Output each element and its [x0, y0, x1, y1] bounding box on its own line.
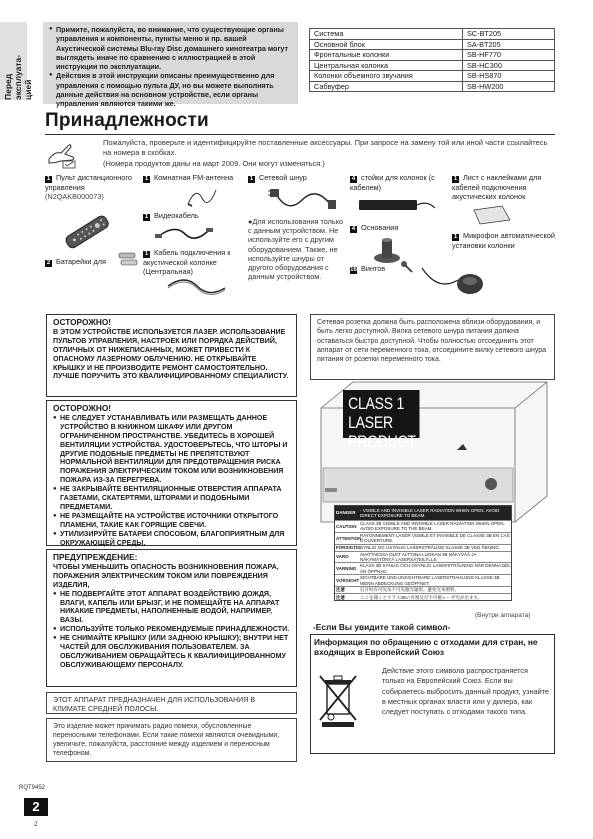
socket-note: Сетевая розетка должна быть расположена вблизи оборудования, и быть легко доступной. Вилка сетевого шнура питания должна оставаться быстро доступной. Чтобы полностью отсоединить этот аппарат от сети переменного тока, отсоедините вилку сетевого шнура питания от розетки переменного тока.: [310, 314, 555, 380]
label-row: [335, 533, 511, 545]
waste-text: Действие этого символа распространяется только на Европейский Союз. Если вы собираетесь выбросить данный продукт, узнайте в местных органах власти или у дилера, как следует поступать с отходами такого типа.: [382, 666, 549, 717]
system-name: Основной блок: [310, 39, 463, 50]
accessory-label: Кабель подключения к акустической колонке (Центральная): [143, 248, 231, 277]
system-model: SB-HC300: [463, 60, 555, 71]
table-row: [310, 81, 555, 92]
system-name: Система: [310, 29, 463, 40]
table-row: [310, 29, 555, 40]
accessory-label: Пульт дистанционного управления: [45, 173, 132, 192]
label-value: RAYONNEMENT LASER VISIBLE ET INVISIBLE DE CLASSE 3B EN CAS D'OUVERTURE.: [360, 532, 510, 544]
label-key: FORSIGTIG: [336, 544, 361, 550]
table-row: [310, 39, 555, 50]
caution-text: В ЭТОМ УСТРОЙСТВЕ ИСПОЛЬЗУЕТСЯ ЛАЗЕР. ИСПОЛЬЗОВАНИЕ ПУЛЬТОВ УПРАВЛЕНИЯ, НАСТРОЕК ИЛИ ПОРЯДКА ДЕЙСТВИЙ, ОТЛИЧНЫХ ОТ НИЖЕПИСАННЫХ, МОЖЕТ ПРИВЕСТИ К ОПАСНОМУ ЛАЗЕРНОМУ ОБЛУЧЕНИЮ. НЕ ОТКРЫВАЙТЕ КРЫШКУ И НЕ ПРОИЗВОДИТЕ РЕМОНТ САМОСТОЯТЕЛЬНО. ЛУЧШЕ ПОРУЧИТЬ ЭТО КВАЛИФИЦИРОВАННОМУ СПЕЦИАЛИСТУ.: [53, 327, 289, 381]
fm-antenna-image: [186, 184, 218, 208]
quantity-badge: 2: [46, 260, 51, 266]
accessory-label: Основания: [361, 223, 399, 232]
system-name: Сабвуфер: [310, 81, 463, 92]
title-divider: [45, 134, 555, 135]
caution-item: ● НЕ ЗАКРЫВАЙТЕ ВЕНТИЛЯЦИОННЫЕ ОТВЕРСТИЯ АППАРАТА ГАЗЕТАМИ, СКАТЕРТЯМИ, ШТОРАМИ И ПОДОБНЫМИ ПРЕДМЕТАМИ.: [53, 485, 290, 512]
accessory-speaker-stands: [350, 173, 448, 192]
system-model: SB-HW200: [463, 81, 555, 92]
accessory-label: Батарейки для: [56, 257, 106, 266]
label-key: ATTENTION: [336, 535, 362, 541]
warning-title: ПРЕДУПРЕЖДЕНИЕ:: [53, 552, 138, 562]
label-key: VARO: [336, 554, 349, 560]
warning-item: ● ИСПОЛЬЗУЙТЕ ТОЛЬКО РЕКОМЕНДУЕМЫЕ ПРИНАДЛЕЖНОСТИ.: [53, 625, 290, 634]
waste-title: Информация по обращению с отходами для стран, не входящих в Европейский Союз: [314, 637, 538, 657]
table-row: [310, 71, 555, 82]
accessory-video-cable: [143, 211, 199, 221]
accessory-label: Винтов: [361, 264, 386, 273]
label-row: [335, 521, 511, 533]
label-value: CLASS 3B VISIBLE AND INVISIBLE LASER RADIATION WHEN OPEN. AVOID EXPOSURE TO THE BEAM.: [360, 521, 505, 532]
section-tab: [0, 22, 33, 100]
power-cord-image: [268, 184, 338, 216]
label-row: [335, 552, 511, 564]
accessory-label: стойки для колонок (с кабелем): [350, 173, 435, 192]
remote-control-image: [60, 214, 112, 250]
table-row: [310, 50, 555, 61]
label-row: [335, 594, 511, 601]
label-value: 打开时有可见及不可见激光辐射。避免光束照射。: [360, 587, 459, 593]
microphone-image: [418, 262, 486, 298]
intro-text: Пожалуйста, проверьте и идентифицируйте поставленные аксессуары. При запросе на замену той или иной части ссылайтесь на номера в скобках.: [103, 138, 548, 158]
notice-item: ● Примите, пожалуйста, во внимание, что существующие органы управления и компоненты, пункты меню и пр. вашей Акустической системы Blu-ray Disc домашнего кинотеатра могут выглядеть иначе по сравнению с иллюстрацией в этой инструкции по эксплуатации.: [49, 25, 292, 71]
table-row: [310, 60, 555, 71]
system-model: SB-HF770: [463, 50, 555, 61]
laser-class-line2: LASER PRODUCT: [348, 414, 416, 451]
label-key: VORSICHT: [336, 577, 360, 583]
system-model: SB-HS870: [463, 71, 555, 82]
quantity-badge: 1: [144, 214, 149, 220]
laser-class-label: [343, 390, 420, 451]
systems-table: [309, 28, 555, 92]
device-caption: (Внутри аппарата): [475, 612, 531, 619]
quantity-badge: 4: [351, 226, 356, 232]
interference-note: Это изделие может принимать радио помехи, обусловленные переносными телефонами. Если такие помехи являются очевидными, увеличьте, пожалуйста, расстояние между изделием и переносным телефоном.: [46, 718, 297, 762]
accessory-label: Лист с наклейками для кабелей подключения акустических колонок: [452, 173, 542, 202]
caution-title: ОСТОРОЖНО!: [53, 403, 112, 413]
label-row: [335, 587, 511, 594]
system-name: Колонки объемного звучания: [310, 71, 463, 82]
sticker-sheet-image: [472, 204, 512, 226]
notice-item: ● Действия в этой инструкции описаны преимущественно для управления с помощью пульта ДУ, но вы можете выполнять данные действия на основном устройстве, если органы управления являются такими же.: [49, 71, 292, 108]
intro-note: (Номера продуктов даны на март 2009. Они могут изменяться.): [103, 158, 325, 168]
label-row: [335, 563, 511, 575]
quantity-badge: 4: [351, 176, 356, 182]
accessory-speaker-cable: [143, 248, 245, 276]
caution-laser-box: [46, 314, 297, 397]
warning-text: ЧТОБЫ УМЕНЬШИТЬ ОПАСНОСТЬ ВОЗНИКНОВЕНИЯ ПОЖАРА, ПОРАЖЕНИЯ ЭЛЕКТРИЧЕСКИМ ТОКОМ ИЛИ ПОВРЕЖДЕНИЯ ИЗДЕЛИЯ,: [53, 562, 279, 589]
label-row: [335, 506, 511, 521]
caution-title: ОСТОРОЖНО!: [53, 317, 112, 327]
accessory-sticker-sheet: [452, 173, 556, 201]
laser-class-line1: CLASS 1: [348, 395, 405, 413]
label-key: CAUTION: [336, 523, 357, 529]
system-model: SC-BT205: [463, 29, 555, 40]
laser-warning-label: [334, 505, 512, 601]
quantity-badge: 1: [453, 234, 458, 240]
label-value: AVATTAESSA OLET ALTTIINA LUOKAN 3B NÄKYVÄÄ JA NÄKYMÄTÖNTÄ LASERSÄTEILYLLE.: [360, 551, 477, 563]
accessory-label: Комнатная FM-антенна: [154, 173, 234, 182]
speaker-stand-image: [357, 196, 437, 216]
quantity-badge: 1: [249, 176, 254, 182]
screw-image: [400, 260, 414, 274]
document-code: RQT9452: [19, 785, 46, 791]
video-cable-image: [155, 222, 213, 244]
quantity-badge: 16: [350, 267, 357, 273]
power-cord-note: [248, 217, 346, 281]
label-key: 注意: [336, 587, 345, 593]
cord-note-text: Для использования только с данным устройством. Не используйте его с другим оборудованием. Также, не используйте шнуры от другого оборудования с данным устройством.: [248, 217, 344, 282]
label-key: VARNING: [336, 566, 357, 572]
warning-item: ● НЕ ПОДВЕРГАЙТЕ ЭТОТ АППАРАТ ВОЗДЕЙСТВИЮ ДОЖДЯ, ВЛАГИ, КАПЕЛЬ ИЛИ БРЫЗГ, И НЕ ПОМЕЩАЙТЕ НА АППАРАТ НИКАКИЕ ПРЕДМЕТЫ, НАПОЛНЕННЫЕ ВОДОЙ, НАПРИМЕР, ВАЗЫ.: [53, 590, 290, 626]
crossed-bin-icon: [316, 670, 361, 728]
accessory-batteries: [45, 257, 106, 267]
system-model: SA-BT205: [463, 39, 555, 50]
page-number-small: 2: [34, 821, 38, 828]
notice-box: [43, 22, 298, 109]
speaker-base-image: [372, 234, 402, 266]
label-value: KLASS 3B SYNLIG OCH OSYNLIG LASERSTRÅLNING NÄR DENNA DEL ÄR ÖPPNAD.: [360, 563, 511, 574]
accessory-remote: [45, 173, 135, 201]
label-value: SICHTBARE UND UNSICHTBARE LASERSTRAHLUNG KLASSE 3B WENN ABDECKUNG GEÖFFNET.: [360, 575, 500, 586]
quantity-badge: 1: [46, 176, 51, 182]
speaker-cable-image: [165, 276, 227, 298]
caution-item: ● НЕ РАЗМЕЩАЙТЕ НА УСТРОЙСТВЕ ИСТОЧНИКИ ОТКРЫТОГО ПЛАМЕНИ, ТАКИЕ КАК ГОРЯЩИЕ СВЕЧИ.: [53, 512, 290, 530]
accessory-fm-antenna: [143, 173, 233, 183]
accessory-bases: [350, 223, 398, 233]
caution-item: ● НЕ СЛЕДУЕТ УСТАНАВЛИВАТЬ ИЛИ РАЗМЕЩАТЬ ДАННОЕ УСТРОЙСТВО В КНИЖНОМ ШКАФУ ИЛИ ДРУГОМ ОГРАНИЧЕННОМ ПРОСТРАНСТВЕ. УБЕДИТЕСЬ В ХОРОШЕЙ ВЕНТИЛЯЦИИ УСТРОЙСТВА. УДОСТОВЕРЬТЕСЬ, ЧТО ШТОРЫ И ДРУГИЕ ПОДОБНЫЕ ПРЕДМЕТЫ НЕ ПРЕПЯТСТВУЮТ НОРМАЛЬНОЙ ВЕНТИЛЯЦИИ ДЛЯ ПРЕДОТВРАЩЕНИЯ РИСКА ПОРАЖЕНИЯ ЭЛЕКТРИЧЕСКИМ ТОКОМ ИЛИ ВОЗНИКНОВЕНИЯ ПОЖАРА ИЗ-ЗА ПЕРЕГРЕВА.: [53, 414, 290, 485]
label-value: - VISIBLE AND INVISIBLE LASER RADIATION WHEN OPEN. AVOID DIRECT EXPOSURE TO BEAM.: [360, 507, 500, 518]
label-key: DANGER: [336, 510, 356, 516]
accessory-label: Видеокабель: [154, 211, 199, 220]
warning-box: [46, 549, 297, 687]
accessories-intro: [103, 138, 553, 169]
page-title: Принадлежности: [45, 110, 209, 131]
quantity-badge: 1: [453, 176, 458, 182]
bullet-icon: ●: [248, 217, 253, 226]
label-key: 注意: [336, 594, 345, 600]
accessory-code: (N2QAKB000073): [45, 192, 104, 202]
symbol-heading: -Если Вы увидите такой символ-: [313, 622, 451, 632]
accessory-power-cord: [248, 173, 307, 183]
label-value: SYNLIG OG USYNLIG LASERSTRÅLING KLASSE 3B VED ÅBNING.: [360, 544, 501, 550]
caution-installation-box: [46, 400, 297, 546]
caution-item: ● УТИЛИЗИРУЙТЕ БАТАРЕИ СПОСОБОМ, БЛАГОПРИЯТНЫМ ДЛЯ ОКРУЖАЮЩЕЙ СРЕДЫ.: [53, 530, 290, 548]
page-number: 2: [24, 798, 48, 816]
batteries-image: [118, 251, 138, 267]
climate-note: ЭТОТ АППАРАТ ПРЕДНАЗНАЧЕН ДЛЯ ИСПОЛЬЗОВАНИЯ В КЛИМАТЕ СРЕДНЕЙ ПОЛОСЫ.: [46, 692, 297, 714]
accessory-screws: [350, 264, 385, 274]
hand-pointing-icon: [47, 139, 77, 169]
accessory-label: Микрофон автоматической установки колонки: [452, 231, 555, 250]
system-name: Центральная колонка: [310, 60, 463, 71]
label-row: [335, 575, 511, 587]
system-name: Фронтальные колонки: [310, 50, 463, 61]
quantity-badge: 1: [144, 251, 149, 257]
section-tab-label: Перед эксплуата- цией: [3, 54, 33, 100]
quantity-badge: 1: [144, 176, 149, 182]
accessory-label: Сетевой шнур: [259, 173, 307, 182]
accessory-microphone: [452, 231, 556, 250]
label-value: ここを開くとクラス3Bの可視及び不可視レーザ光が出ます。: [360, 594, 483, 600]
warning-item: ● НЕ СНИМАЙТЕ КРЫШКУ (ИЛИ ЗАДНЮЮ КРЫШКУ); ВНУТРИ НЕТ ЧАСТЕЙ ДЛЯ ОБСЛУЖИВАНИЯ ПОЛЬЗОВАТЕЛЕМ. ЗА ОБСЛУЖИВАНИЕМ ОБРАЩАЙТЕСЬ К КВАЛИФИЦИРОВАННОМУ ОБСЛУЖИВАЮЩЕМУ ПЕРСОНАЛУ.: [53, 634, 290, 670]
label-row: [335, 545, 511, 552]
